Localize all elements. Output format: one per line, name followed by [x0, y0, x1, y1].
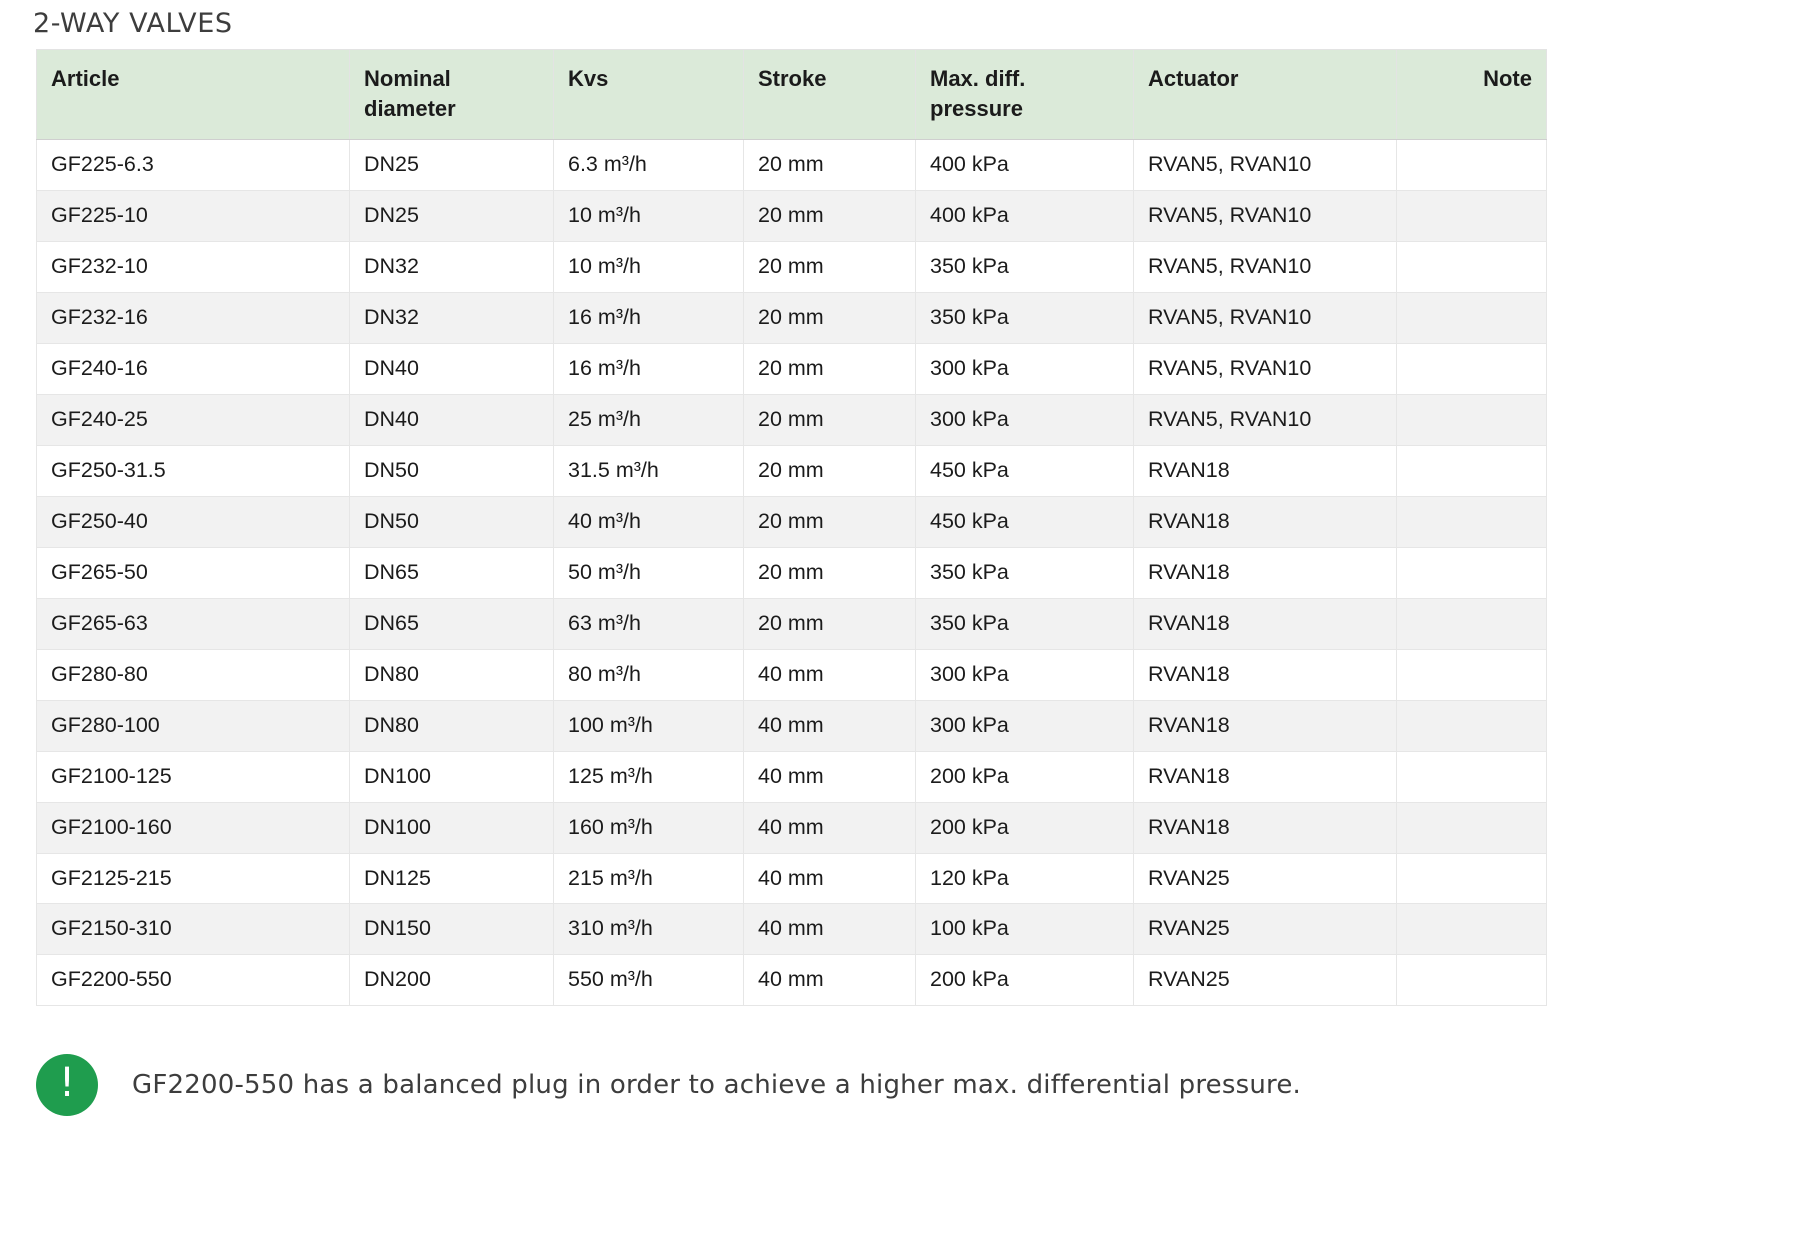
cell-note — [1397, 395, 1547, 446]
table-row — [37, 904, 1547, 955]
kvs-unit: m³/h — [609, 916, 653, 941]
cell-note — [1397, 700, 1547, 751]
table-row — [37, 598, 1547, 649]
cell-actuator: RVAN18 — [1134, 446, 1397, 497]
cell-max-diff-pressure: 400 kPa — [916, 140, 1134, 191]
cell-max-diff-pressure: 300 kPa — [916, 649, 1134, 700]
cell-kvs — [554, 802, 744, 853]
kvs-value: 215 — [568, 865, 604, 890]
cell-note — [1397, 344, 1547, 395]
kvs-unit: m³/h — [597, 203, 641, 228]
cell-article: GF240-16 — [37, 344, 350, 395]
table-row — [37, 751, 1547, 802]
kvs-unit: m³/h — [609, 865, 653, 890]
kvs-value: 16 — [568, 356, 592, 381]
cell-stroke: 20 mm — [744, 547, 916, 598]
cell-nominal-diameter: DN100 — [350, 802, 554, 853]
cell-article: GF225-6.3 — [37, 140, 350, 191]
kvs-unit: m³/h — [597, 356, 641, 381]
cell-article: GF2125-215 — [37, 853, 350, 904]
kvs-unit: m³/h — [597, 559, 641, 584]
cell-note — [1397, 547, 1547, 598]
cell-actuator: RVAN18 — [1134, 547, 1397, 598]
cell-note — [1397, 802, 1547, 853]
column-header-note: Note — [1397, 50, 1547, 140]
kvs-value: 40 — [568, 508, 592, 533]
cell-max-diff-pressure: 200 kPa — [916, 955, 1134, 1006]
kvs-unit: m³/h — [615, 458, 659, 482]
cell-stroke: 40 mm — [744, 649, 916, 700]
cell-max-diff-pressure: 350 kPa — [916, 242, 1134, 293]
cell-article: GF240-25 — [37, 395, 350, 446]
table-header — [37, 50, 1547, 140]
cell-article: GF265-63 — [37, 598, 350, 649]
cell-article: GF280-80 — [37, 649, 350, 700]
cell-kvs — [554, 344, 744, 395]
cell-stroke: 40 mm — [744, 751, 916, 802]
cell-max-diff-pressure: 350 kPa — [916, 598, 1134, 649]
table-row — [37, 853, 1547, 904]
cell-note — [1397, 446, 1547, 497]
cell-stroke: 20 mm — [744, 191, 916, 242]
cell-article: GF2200-550 — [37, 955, 350, 1006]
kvs-value: 16 — [568, 305, 592, 330]
cell-max-diff-pressure: 450 kPa — [916, 496, 1134, 547]
table-row — [37, 191, 1547, 242]
column-header-stroke: Stroke — [744, 50, 916, 140]
cell-article: GF225-10 — [37, 191, 350, 242]
table-row — [37, 496, 1547, 547]
table-row — [37, 395, 1547, 446]
cell-nominal-diameter: DN200 — [350, 955, 554, 1006]
cell-kvs — [554, 446, 744, 497]
cell-nominal-diameter: DN40 — [350, 344, 554, 395]
cell-max-diff-pressure: 350 kPa — [916, 293, 1134, 344]
cell-nominal-diameter: DN65 — [350, 598, 554, 649]
cell-stroke: 20 mm — [744, 344, 916, 395]
table-row — [37, 547, 1547, 598]
cell-actuator: RVAN18 — [1134, 598, 1397, 649]
cell-kvs — [554, 955, 744, 1006]
cell-actuator: RVAN5, RVAN10 — [1134, 395, 1397, 446]
kvs-value: 100 — [568, 712, 604, 737]
kvs-unit: m³/h — [609, 814, 653, 839]
cell-actuator: RVAN25 — [1134, 853, 1397, 904]
cell-max-diff-pressure: 300 kPa — [916, 344, 1134, 395]
table-row — [37, 446, 1547, 497]
cell-article: GF232-16 — [37, 293, 350, 344]
cell-article: GF232-10 — [37, 242, 350, 293]
cell-stroke: 20 mm — [744, 140, 916, 191]
cell-kvs — [554, 191, 744, 242]
cell-max-diff-pressure: 120 kPa — [916, 853, 1134, 904]
cell-nominal-diameter: DN150 — [350, 904, 554, 955]
cell-nominal-diameter: DN40 — [350, 395, 554, 446]
cell-nominal-diameter: DN25 — [350, 140, 554, 191]
valves-table-container — [0, 49, 1581, 1006]
cell-nominal-diameter: DN100 — [350, 751, 554, 802]
cell-actuator: RVAN25 — [1134, 904, 1397, 955]
cell-stroke: 20 mm — [744, 446, 916, 497]
cell-nominal-diameter: DN25 — [350, 191, 554, 242]
cell-stroke: 40 mm — [744, 904, 916, 955]
cell-actuator: RVAN5, RVAN10 — [1134, 242, 1397, 293]
cell-kvs — [554, 598, 744, 649]
cell-stroke: 40 mm — [744, 955, 916, 1006]
cell-note — [1397, 904, 1547, 955]
kvs-unit: m³/h — [597, 508, 641, 533]
kvs-value: 160 — [568, 814, 604, 839]
cell-stroke: 40 mm — [744, 853, 916, 904]
kvs-unit: m³/h — [597, 305, 641, 330]
kvs-value: 310 — [568, 916, 604, 941]
two-way-valves-table — [36, 49, 1547, 1006]
cell-nominal-diameter: DN80 — [350, 700, 554, 751]
column-header-nominal-diameter: Nominal diameter — [350, 50, 554, 140]
cell-actuator: RVAN18 — [1134, 700, 1397, 751]
cell-article: GF2150-310 — [37, 904, 350, 955]
page-title: 2-WAY VALVES — [33, 8, 233, 39]
exclamation-icon: ! — [36, 1054, 98, 1116]
cell-actuator: RVAN5, RVAN10 — [1134, 191, 1397, 242]
cell-kvs — [554, 395, 744, 446]
cell-max-diff-pressure: 400 kPa — [916, 191, 1134, 242]
cell-stroke: 40 mm — [744, 700, 916, 751]
footnote — [0, 1006, 1810, 1116]
cell-note — [1397, 649, 1547, 700]
kvs-value: 25 — [568, 407, 592, 432]
cell-kvs — [554, 700, 744, 751]
column-header-kvs: Kvs — [554, 50, 744, 140]
cell-nominal-diameter: DN80 — [350, 649, 554, 700]
kvs-value: 31.5 — [568, 458, 610, 482]
cell-max-diff-pressure: 300 kPa — [916, 700, 1134, 751]
kvs-unit: m³/h — [597, 610, 641, 635]
kvs-value: 125 — [568, 763, 604, 788]
cell-actuator: RVAN18 — [1134, 649, 1397, 700]
column-header-actuator: Actuator — [1134, 50, 1397, 140]
cell-stroke: 20 mm — [744, 242, 916, 293]
cell-max-diff-pressure: 200 kPa — [916, 751, 1134, 802]
cell-kvs — [554, 293, 744, 344]
cell-article: GF250-40 — [37, 496, 350, 547]
cell-actuator: RVAN18 — [1134, 802, 1397, 853]
cell-actuator: RVAN5, RVAN10 — [1134, 344, 1397, 395]
cell-max-diff-pressure: 450 kPa — [916, 446, 1134, 497]
cell-stroke: 40 mm — [744, 802, 916, 853]
cell-nominal-diameter: DN65 — [350, 547, 554, 598]
cell-kvs — [554, 547, 744, 598]
cell-nominal-diameter: DN125 — [350, 853, 554, 904]
cell-note — [1397, 751, 1547, 802]
table-row — [37, 649, 1547, 700]
cell-kvs — [554, 853, 744, 904]
cell-actuator: RVAN5, RVAN10 — [1134, 293, 1397, 344]
kvs-value: 10 — [568, 203, 592, 228]
kvs-unit: m³/h — [609, 712, 653, 737]
kvs-value: 6.3 — [568, 152, 598, 177]
cell-actuator: RVAN18 — [1134, 751, 1397, 802]
table-row — [37, 802, 1547, 853]
cell-note — [1397, 191, 1547, 242]
cell-note — [1397, 598, 1547, 649]
cell-article: GF2100-125 — [37, 751, 350, 802]
cell-note — [1397, 242, 1547, 293]
cell-kvs — [554, 496, 744, 547]
kvs-unit: m³/h — [597, 661, 641, 686]
table-row — [37, 955, 1547, 1006]
cell-max-diff-pressure: 100 kPa — [916, 904, 1134, 955]
table-row — [37, 700, 1547, 751]
kvs-value: 50 — [568, 559, 592, 584]
cell-actuator: RVAN18 — [1134, 496, 1397, 547]
cell-actuator: RVAN5, RVAN10 — [1134, 140, 1397, 191]
kvs-value: 550 — [568, 967, 604, 992]
column-header-max-diff-pressure: Max. diff. pressure — [916, 50, 1134, 140]
cell-kvs — [554, 649, 744, 700]
cell-note — [1397, 140, 1547, 191]
cell-article: GF265-50 — [37, 547, 350, 598]
table-row — [37, 140, 1547, 191]
cell-note — [1397, 496, 1547, 547]
cell-stroke: 20 mm — [744, 598, 916, 649]
table-body — [37, 140, 1547, 1006]
cell-max-diff-pressure: 200 kPa — [916, 802, 1134, 853]
cell-stroke: 20 mm — [744, 496, 916, 547]
kvs-unit: m³/h — [597, 254, 641, 279]
table-row — [37, 242, 1547, 293]
cell-note — [1397, 955, 1547, 1006]
kvs-unit: m³/h — [603, 152, 647, 177]
table-row — [37, 344, 1547, 395]
cell-nominal-diameter: DN32 — [350, 293, 554, 344]
kvs-value: 63 — [568, 610, 592, 635]
cell-nominal-diameter: DN32 — [350, 242, 554, 293]
cell-max-diff-pressure: 300 kPa — [916, 395, 1134, 446]
kvs-unit: m³/h — [597, 407, 641, 432]
cell-stroke: 20 mm — [744, 293, 916, 344]
cell-kvs — [554, 751, 744, 802]
kvs-unit: m³/h — [609, 763, 653, 788]
cell-actuator: RVAN25 — [1134, 955, 1397, 1006]
table-header-row — [37, 50, 1547, 140]
cell-kvs — [554, 140, 744, 191]
cell-nominal-diameter: DN50 — [350, 496, 554, 547]
cell-article: GF2100-160 — [37, 802, 350, 853]
kvs-unit: m³/h — [609, 967, 653, 992]
cell-kvs — [554, 242, 744, 293]
cell-nominal-diameter: DN50 — [350, 446, 554, 497]
cell-max-diff-pressure: 350 kPa — [916, 547, 1134, 598]
cell-kvs — [554, 904, 744, 955]
cell-note — [1397, 293, 1547, 344]
kvs-value: 80 — [568, 661, 592, 686]
kvs-value: 10 — [568, 254, 592, 279]
cell-stroke: 20 mm — [744, 395, 916, 446]
cell-article: GF250-31.5 — [37, 446, 350, 497]
cell-article: GF280-100 — [37, 700, 350, 751]
footnote-text: GF2200-550 has a balanced plug in order to achieve a higher max. differential pressure. — [132, 1070, 1302, 1101]
table-row — [37, 293, 1547, 344]
cell-note — [1397, 853, 1547, 904]
column-header-article: Article — [37, 50, 350, 140]
